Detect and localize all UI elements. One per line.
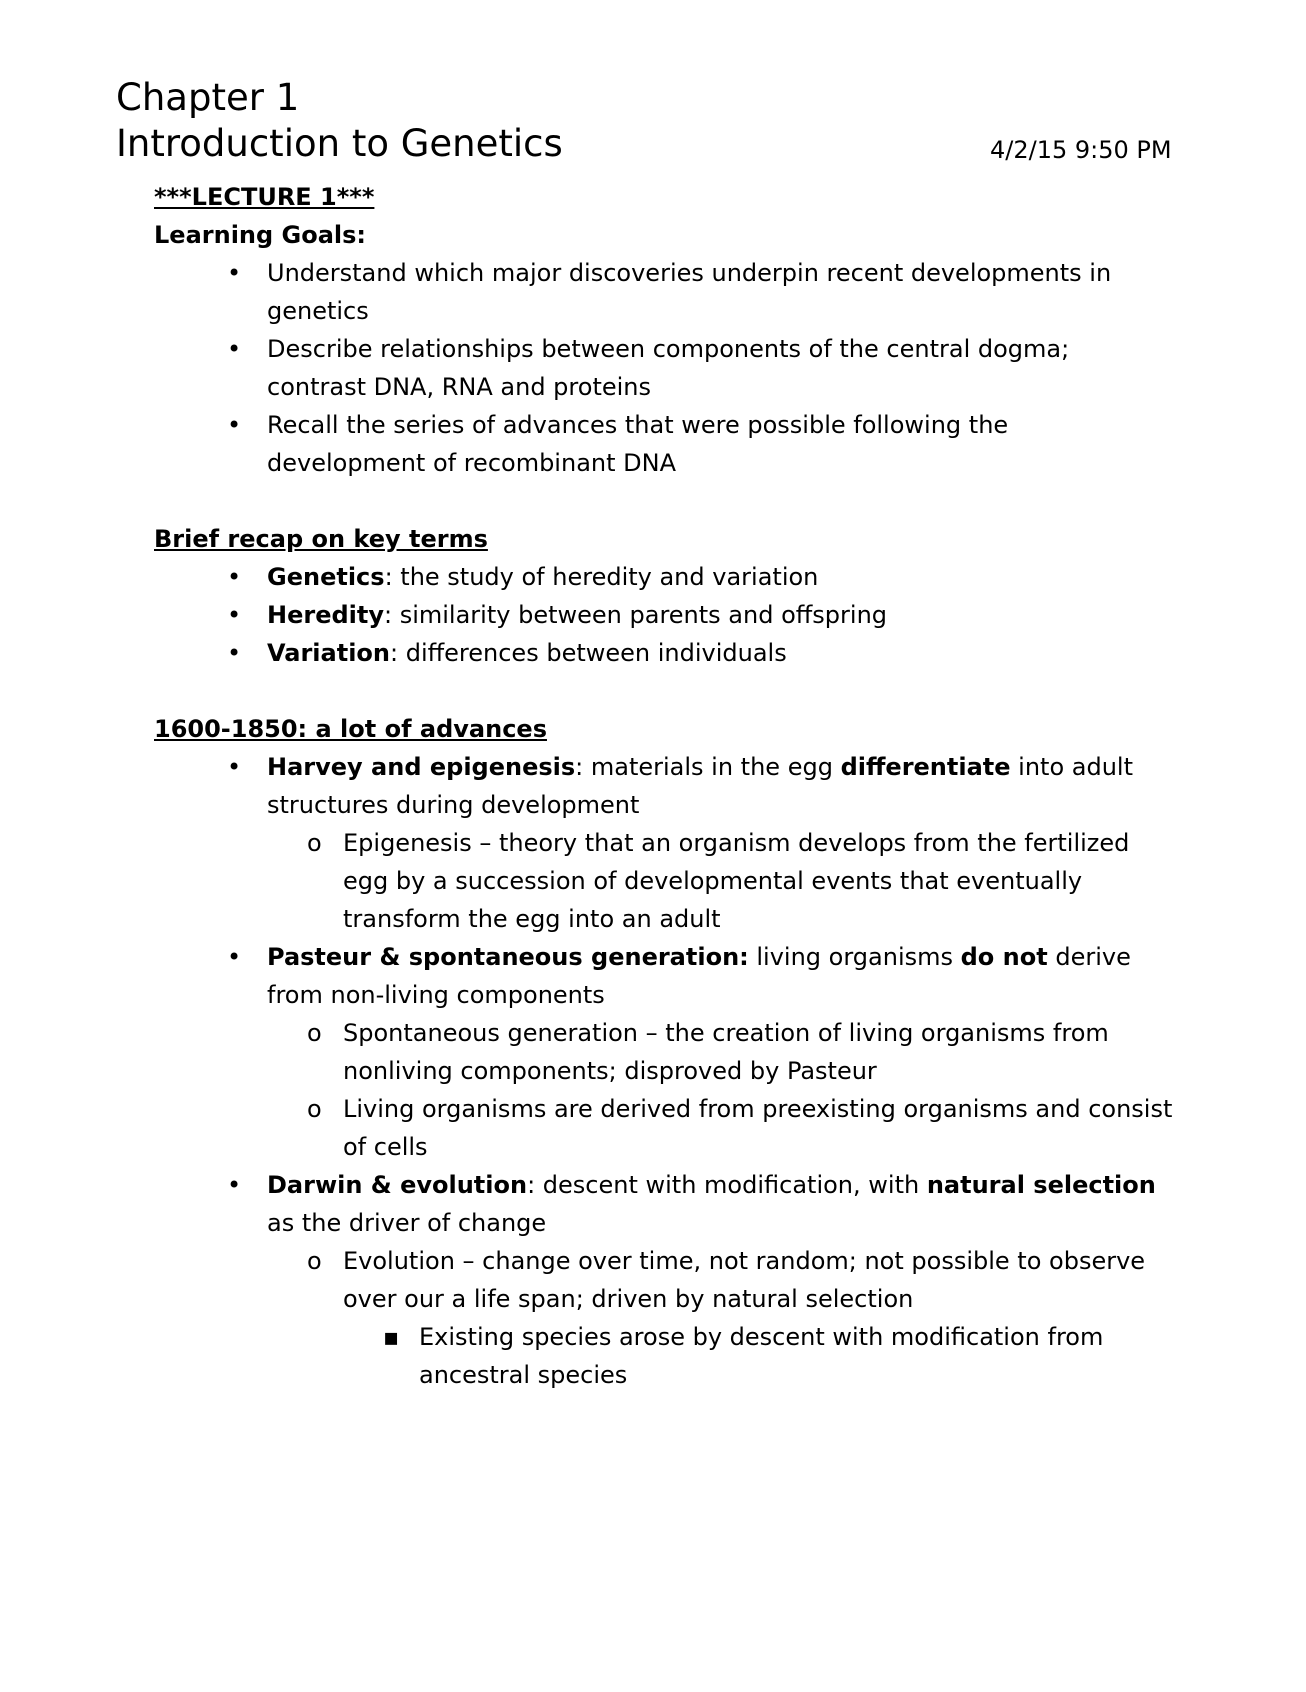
list-item: • Recall the series of advances that were possible following the development of recombinant DNA (154, 406, 1174, 482)
list-item (154, 634, 1174, 672)
sub-item-text: Evolution – change over time, not random; not possible to observe over our a life span; driven by natural selection (343, 1247, 1146, 1313)
sub-list-item (267, 1242, 1174, 1394)
term-label: Variation (267, 639, 390, 667)
list-item-harvey (154, 748, 1174, 938)
list-item-darwin (154, 1166, 1174, 1394)
sub-list (267, 1014, 1174, 1166)
key-terms-list (154, 558, 1174, 672)
emphasis-text: differentiate (840, 753, 1011, 781)
key-terms-heading: Brief recap on key terms (154, 525, 488, 553)
list-item: • Describe relationships between components of the central dogma; contrast DNA, RNA and proteins (154, 330, 1174, 406)
list-item: • Understand which major discoveries underpin recent developments in genetics (154, 254, 1174, 330)
lecture-heading: ***LECTURE 1*** (154, 183, 375, 211)
advances-list (154, 748, 1174, 1394)
learning-goals-list (154, 254, 1174, 482)
item-text: derive from non-living components (267, 943, 1131, 1009)
learning-goals-heading: Learning Goals: (154, 221, 367, 249)
item-text: : materials in the egg (575, 753, 841, 781)
term-label: Darwin & evolution (267, 1171, 528, 1199)
timestamp: 4/2/15 9:50 PM (990, 136, 1172, 164)
sub-list-item: o Living organisms are derived from preexisting organisms and consist of cells (267, 1090, 1174, 1166)
item-text: into adult structures during development (267, 753, 1133, 819)
advances-heading: 1600-1850: a lot of advances (154, 715, 547, 743)
spacer (154, 672, 1174, 710)
sub-list-item: o Epigenesis – theory that an organism develops from the fertilized egg by a succession of developmental events that eventually transform the egg into an adult (267, 824, 1174, 938)
term-label: Genetics (267, 563, 385, 591)
sub-sub-list-item: ▪ Existing species arose by descent with modification from ancestral species (343, 1318, 1174, 1394)
chapter-label: Chapter 1 (116, 76, 300, 119)
item-text: as the driver of change (267, 1209, 547, 1237)
term-label: Harvey and epigenesis (267, 753, 576, 781)
list-item-pasteur (154, 938, 1174, 1166)
note-body (154, 178, 1174, 1394)
item-text: living organisms (748, 943, 961, 971)
term-definition: : the study of heredity and variation (384, 563, 819, 591)
spacer (154, 482, 1174, 520)
list-item (154, 596, 1174, 634)
sub-list-item: o Spontaneous generation – the creation of living organisms from nonliving components; disproved by Pasteur (267, 1014, 1174, 1090)
emphasis-text: do not (960, 943, 1048, 971)
term-label: Heredity (267, 601, 384, 629)
term-definition: : similarity between parents and offspring (384, 601, 888, 629)
list-item (154, 558, 1174, 596)
emphasis-text: natural selection (926, 1171, 1156, 1199)
term-definition: : differences between individuals (390, 639, 787, 667)
sub-list (267, 824, 1174, 938)
sub-list (267, 1242, 1174, 1394)
page-title: Introduction to Genetics (116, 122, 563, 165)
term-label: Pasteur & spontaneous generation: (267, 943, 749, 971)
sub-sub-list (343, 1318, 1174, 1394)
item-text: : descent with modification, with (527, 1171, 927, 1199)
